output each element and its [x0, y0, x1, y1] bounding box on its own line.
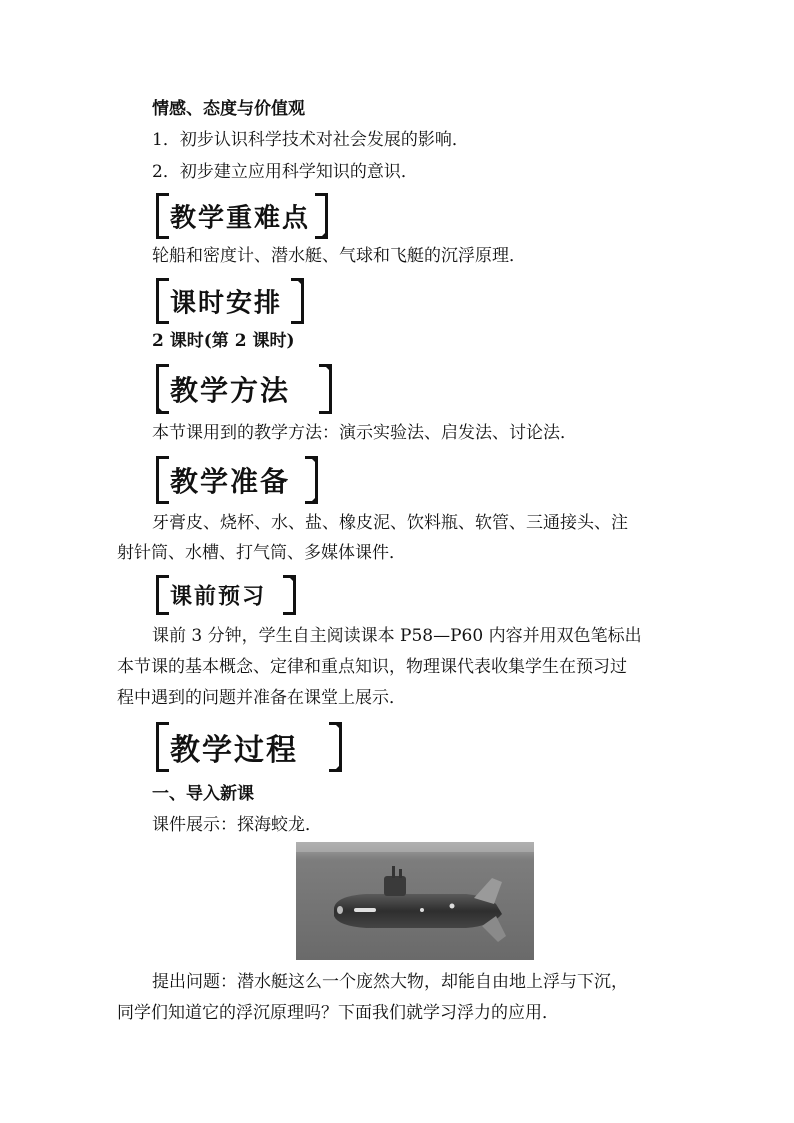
section-title: 教学重难点 — [170, 203, 311, 234]
schedule-text: 2 课时(第 2 课时) — [152, 331, 295, 351]
section-title: 教学准备 — [170, 465, 291, 498]
corner-triangle — [309, 456, 318, 465]
section-schedule — [156, 278, 304, 324]
section-methods — [156, 364, 332, 414]
courseware-text: 课件展示：探海蛟龙． — [152, 815, 322, 835]
bracket-left — [156, 722, 169, 772]
section-preparation — [156, 456, 318, 504]
corner-triangle — [333, 722, 342, 731]
methods-text: 本节课用到的教学方法：演示实验法、启发法、讨论法． — [152, 423, 577, 443]
corner-triangle — [156, 405, 165, 414]
preview-line-3: 程中遇到的问题并准备在课堂上展示． — [117, 688, 406, 708]
corner-triangle — [295, 278, 304, 287]
goals-item-1: 1．初步认识科学技术对社会发展的影响． — [152, 130, 469, 150]
goals-item-2: 2．初步建立应用科学知识的意识． — [152, 162, 418, 182]
section-title: 课前预习 — [170, 584, 267, 610]
preparation-line-2: 射针筒、水槽、打气筒、多媒体课件． — [117, 543, 406, 563]
preview-line-2: 本节课的基本概念、定律和重点知识，物理课代表收集学生在预习过 — [117, 657, 627, 677]
process-subheading: 一、导入新课 — [152, 784, 254, 804]
bracket-left — [156, 456, 169, 504]
section-preview — [156, 575, 296, 615]
key-points-text: 轮船和密度计、潜水艇、气球和飞艇的沉浮原理． — [152, 246, 526, 266]
corner-triangle — [287, 575, 296, 584]
submarine-photo — [296, 842, 534, 960]
corner-triangle — [323, 364, 332, 373]
section-process — [156, 722, 342, 772]
preparation-line-1: 牙膏皮、烧杯、水、盐、橡皮泥、饮料瓶、软管、三通接头、注 — [152, 513, 628, 533]
corner-triangle — [309, 495, 318, 504]
section-title: 教学方法 — [170, 374, 291, 407]
question-line-1: 提出问题：潜水艇这么一个庞然大物，却能自由地上浮与下沉， — [152, 972, 628, 992]
corner-triangle — [333, 763, 342, 772]
corner-triangle — [319, 230, 328, 239]
submarine-illustration — [296, 842, 534, 960]
section-title: 课时安排 — [170, 288, 283, 319]
section-title: 教学过程 — [170, 733, 298, 768]
preview-line-1: 课前 3 分钟，学生自主阅读课本 P58—P60 内容并用双色笔标出 — [152, 626, 642, 646]
bracket-left — [156, 575, 169, 615]
question-line-2: 同学们知道它的浮沉原理吗？下面我们就学习浮力的应用． — [117, 1003, 559, 1023]
section-key-points — [156, 193, 328, 239]
bracket-left — [156, 278, 169, 324]
bracket-left — [156, 193, 169, 239]
goals-heading: 情感、态度与价值观 — [152, 99, 305, 119]
